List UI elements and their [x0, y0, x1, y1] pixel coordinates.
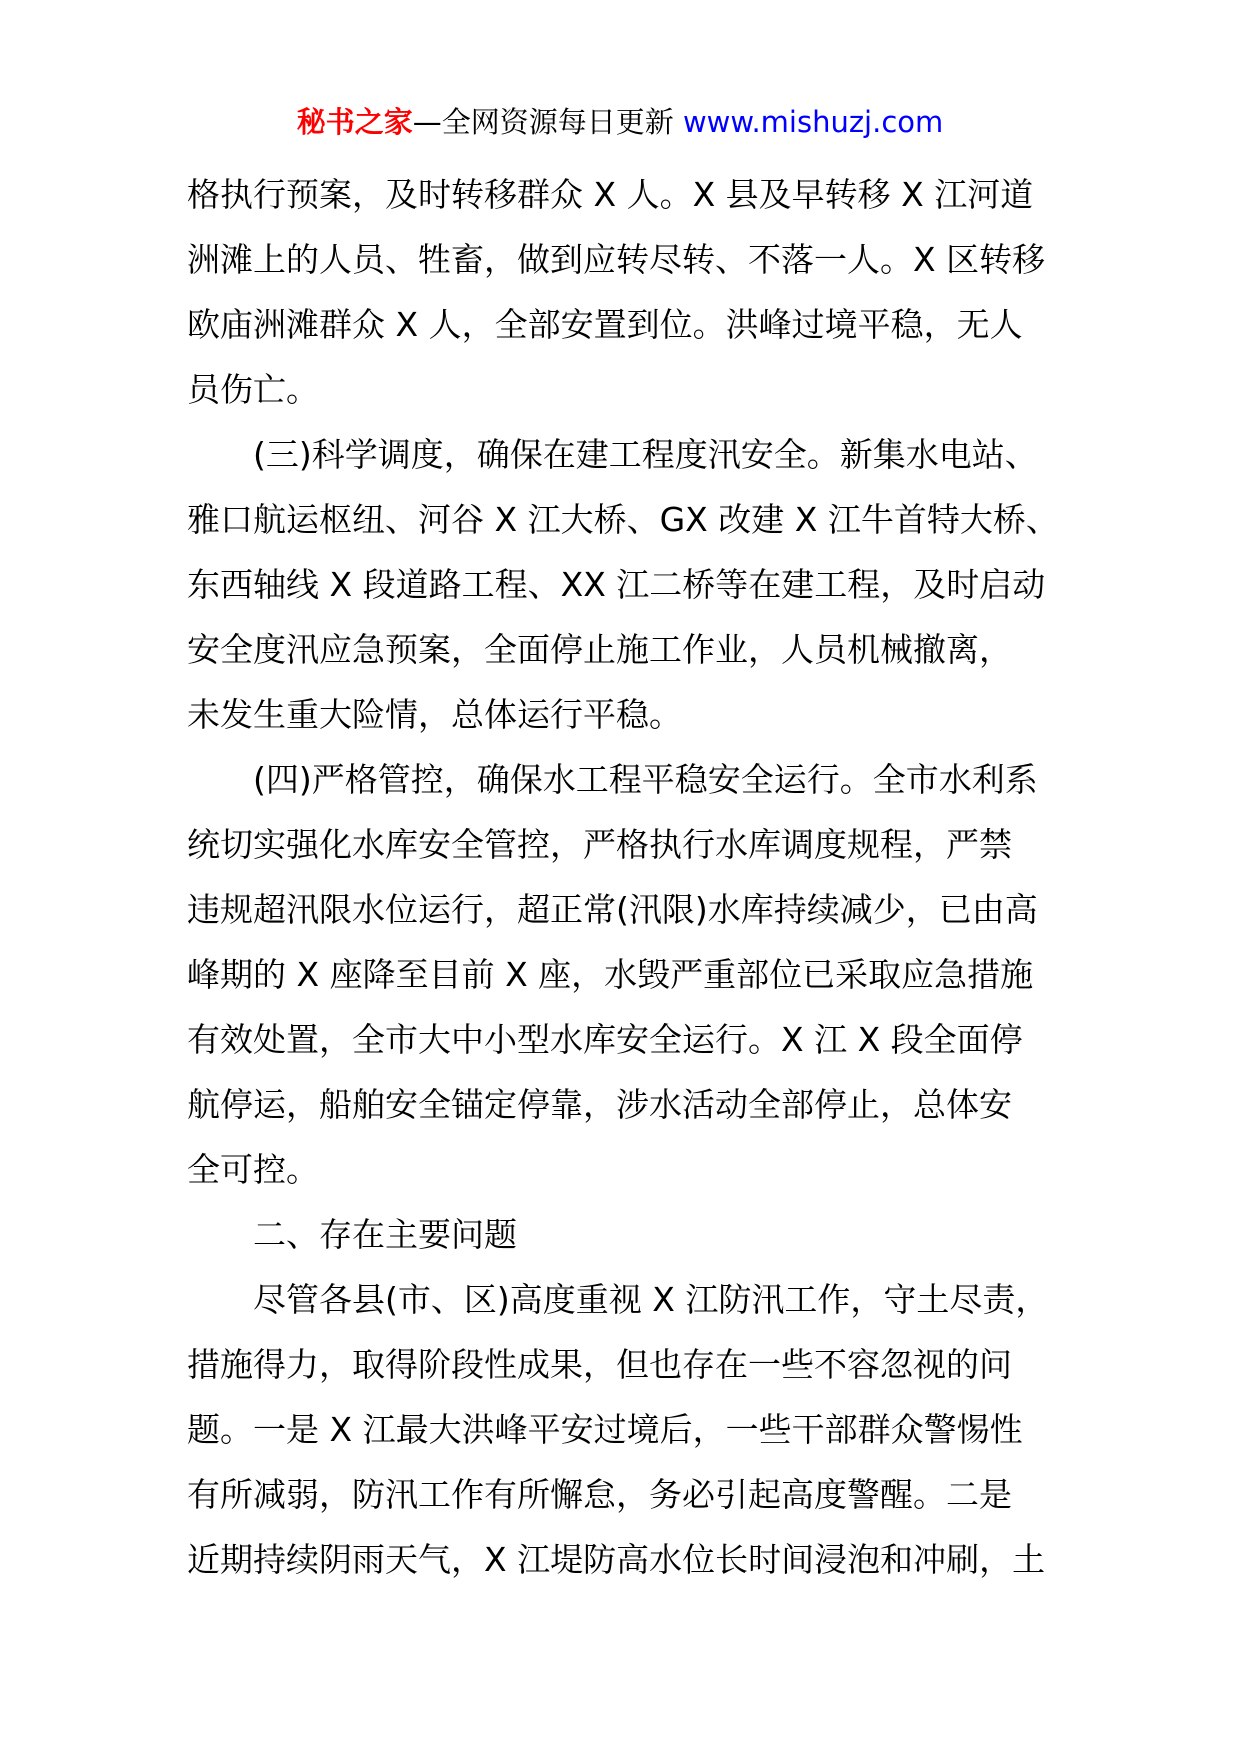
text-line: 格执行预案，及时转移群众 X 人。X 县及早转移 X 江河道 [187, 175, 1034, 214]
text-line: 员伤亡。 [187, 370, 319, 409]
page-header [0, 102, 1240, 142]
text-line: 欧庙洲滩群众 X 人，全部安置到位。洪峰过境平稳，无人 [187, 305, 1023, 344]
text-line: 统切实强化水库安全管控，严格执行水库调度规程，严禁 [187, 825, 1012, 864]
document-body [187, 162, 1057, 1592]
text-line: 近期持续阴雨天气，X 江堤防高水位长时间浸泡和冲刷，土 [187, 1540, 1046, 1579]
text-line: 未发生重大险情，总体运行平稳。 [187, 695, 682, 734]
section-three-heading-line: (三)科学调度，确保在建工程度汛安全。新集水电站、 [253, 435, 1038, 474]
text-line: 有所减弱，防汛工作有所懈怠，务必引起高度警醒。二是 [187, 1475, 1012, 1514]
text-line: 题。一是 X 江最大洪峰平安过境后，一些干部群众警惕性 [187, 1410, 1023, 1449]
section-four-heading-line: (四)严格管控，确保水工程平稳安全运行。全市水利系 [253, 760, 1038, 799]
text-line: 雅口航运枢纽、河谷 X 江大桥、GX 改建 X 江牛首特大桥、 [187, 500, 1059, 539]
header-brand: 秘书之家 [296, 105, 413, 139]
text-line: 有效处置，全市大中小型水库安全运行。X 江 X 段全面停 [187, 1020, 1023, 1059]
text-line: 措施得力，取得阶段性成果，但也存在一些不容忽视的问 [187, 1345, 1012, 1384]
text-line: 安全度汛应急预案，全面停止施工作业，人员机械撤离， [187, 630, 1012, 669]
text-line: 违规超汛限水位运行，超正常(汛限)水库持续减少，已由高 [187, 890, 1038, 929]
section-heading-problems: 二、存在主要问题 [253, 1215, 517, 1254]
text-line: 峰期的 X 座降至目前 X 座，水毁严重部位已采取应急措施 [187, 955, 1034, 994]
text-line: 航停运，船舶安全锚定停靠，涉水活动全部停止，总体安 [187, 1085, 1012, 1124]
text-line: 全可控。 [187, 1150, 319, 1189]
header-url-link[interactable]: www.mishuzj.com [682, 105, 944, 139]
text-line: 洲滩上的人员、牲畜，做到应转尽转、不落一人。X 区转移 [187, 240, 1046, 279]
header-tagline: —全网资源每日更新 [412, 105, 674, 139]
text-line: 尽管各县(市、区)高度重视 X 江防汛工作，守土尽责， [253, 1280, 1049, 1319]
text-line: 东西轴线 X 段道路工程、XX 江二桥等在建工程，及时启动 [187, 565, 1046, 604]
